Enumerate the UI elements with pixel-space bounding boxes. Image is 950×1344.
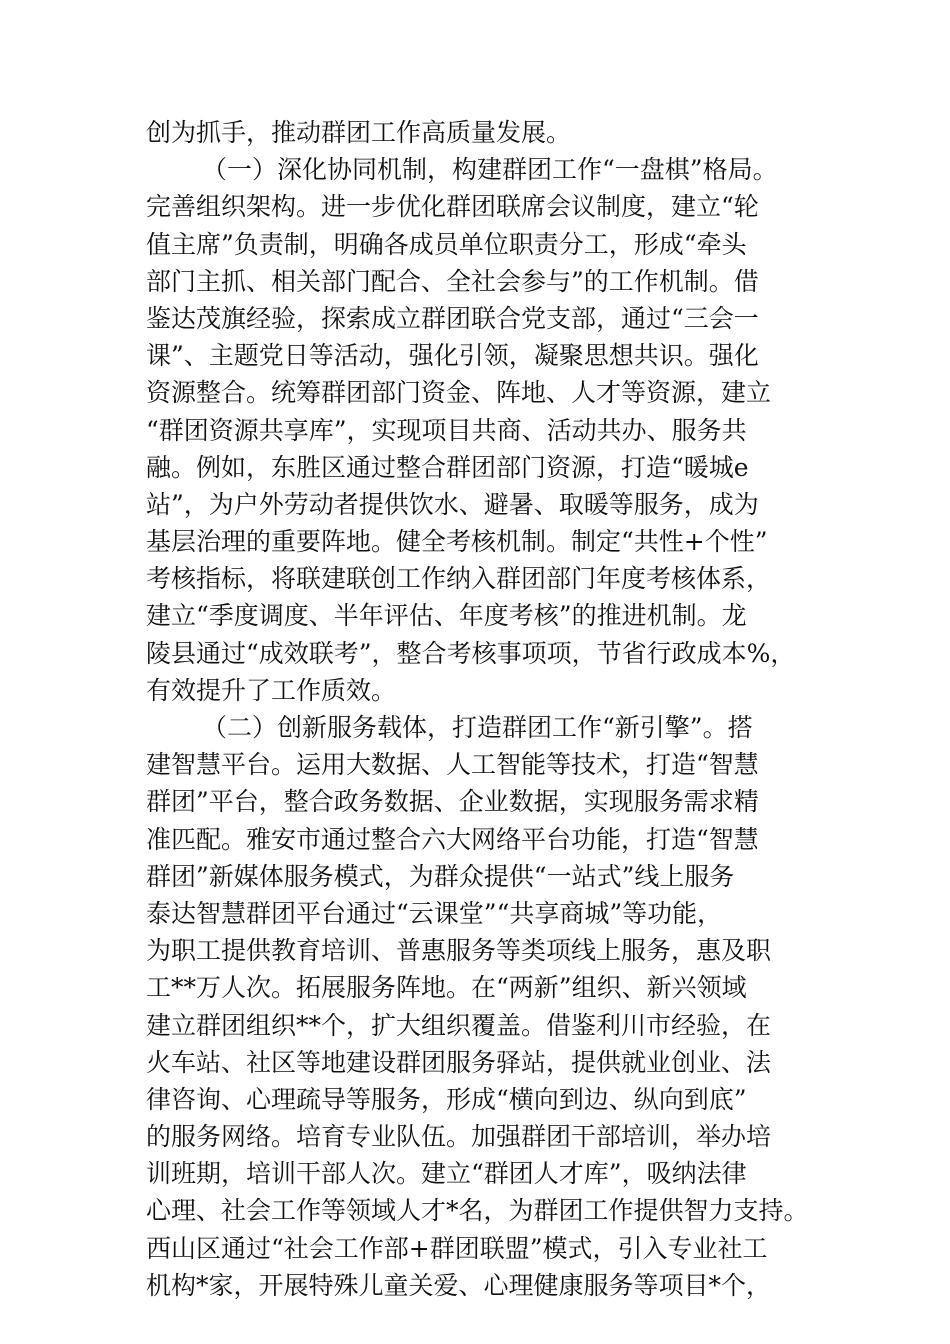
- body-text: [146, 114, 816, 1304]
- text-line: 部门主抓、相关部门配合、全社会参与”的工作机制。借: [146, 266, 759, 296]
- text-line: 律咨询、心理疏导等服务，形成“横向到边、纵向到底”: [146, 1084, 747, 1114]
- text-line: 鉴达茂旗经验，探索成立群团联合党支部，通过“三会一: [146, 303, 759, 333]
- text-line: 建立“季度调度、半年评估、年度考核”的推进机制。龙: [146, 601, 747, 631]
- text-line: 基层治理的重要阵地。健全考核机制。制定“共性+个性”: [146, 527, 768, 557]
- text-line: 心理、社会工作等领域人才*名，为群团工作提供智力支持。: [146, 1196, 809, 1226]
- text-line: 群团”新媒体服务模式，为群众提供“一站式”线上服务: [146, 861, 735, 891]
- text-line: 泰达智慧群团平台通过“云课堂”“共享商城”等功能，: [146, 898, 723, 928]
- text-line: “群团资源共享库”，实现项目共商、活动共办、服务共: [146, 415, 747, 445]
- text-line: 群团”平台，整合政务数据、企业数据，实现服务需求精: [146, 787, 759, 817]
- text-line: 考核指标，将联建联创工作纳入群团部门年度考核体系，: [146, 564, 772, 594]
- text-line: 融。例如，东胜区通过整合群团部门资源，打造“暖城e: [146, 452, 749, 482]
- text-line: 建立群团组织**个，扩大组织覆盖。借鉴利川市经验，在: [146, 1010, 772, 1040]
- text-line: 陵县通过“成效联考”，整合考核事项项，节省行政成本%，: [146, 638, 796, 668]
- text-line: 课”、主题党日等活动，强化引领，凝聚思想共识。强化: [146, 341, 759, 371]
- text-line: 准匹配。雅安市通过整合六大网络平台功能，打造“智慧: [146, 824, 759, 854]
- text-line: 工**万人次。拓展服务阵地。在“两新”组织、新兴领域: [146, 973, 747, 1003]
- text-line: 值主席”负责制，明确各成员单位职责分工，形成“牵头: [146, 229, 747, 259]
- text-line: 创为抓手，推动群团工作高质量发展。: [146, 118, 572, 147]
- text-line: 的服务网络。培育专业队伍。加强群团干部培训，举办培: [146, 1122, 772, 1152]
- section-heading-2: （二）创新服务载体，打造群团工作“新引擎”。搭: [202, 713, 753, 742]
- section-heading-1: （一）深化协同机制，构建群团工作“一盘棋”格局。: [202, 155, 778, 185]
- text-line: 机构*家，开展特殊儿童关爱、心理健康服务等项目*个，: [146, 1270, 772, 1300]
- text-line: 训班期，培训干部人次。建立“群团人才库”，吸纳法律: [146, 1159, 747, 1189]
- text-line: 有效提升了工作质效。: [146, 675, 397, 705]
- text-line: 建智慧平台。运用大数据、人工智能等技术，打造“智慧: [146, 750, 759, 780]
- text-line: 资源整合。统筹群团部门资金、阵地、人才等资源，建立: [146, 378, 772, 408]
- text-line: 西山区通过“社会工作部+群团联盟”模式，引入专业社工: [146, 1233, 768, 1263]
- text-line: 为职工提供教育培训、普惠服务等类项线上服务，惠及职: [146, 936, 772, 966]
- text-line: 火车站、社区等地建设群团服务驿站，提供就业创业、法: [146, 1047, 772, 1077]
- text-line: 完善组织架构。进一步优化群团联席会议制度，建立“轮: [146, 192, 759, 222]
- text-line: 站”，为户外劳动者提供饮水、避暑、取暖等服务，成为: [146, 489, 759, 519]
